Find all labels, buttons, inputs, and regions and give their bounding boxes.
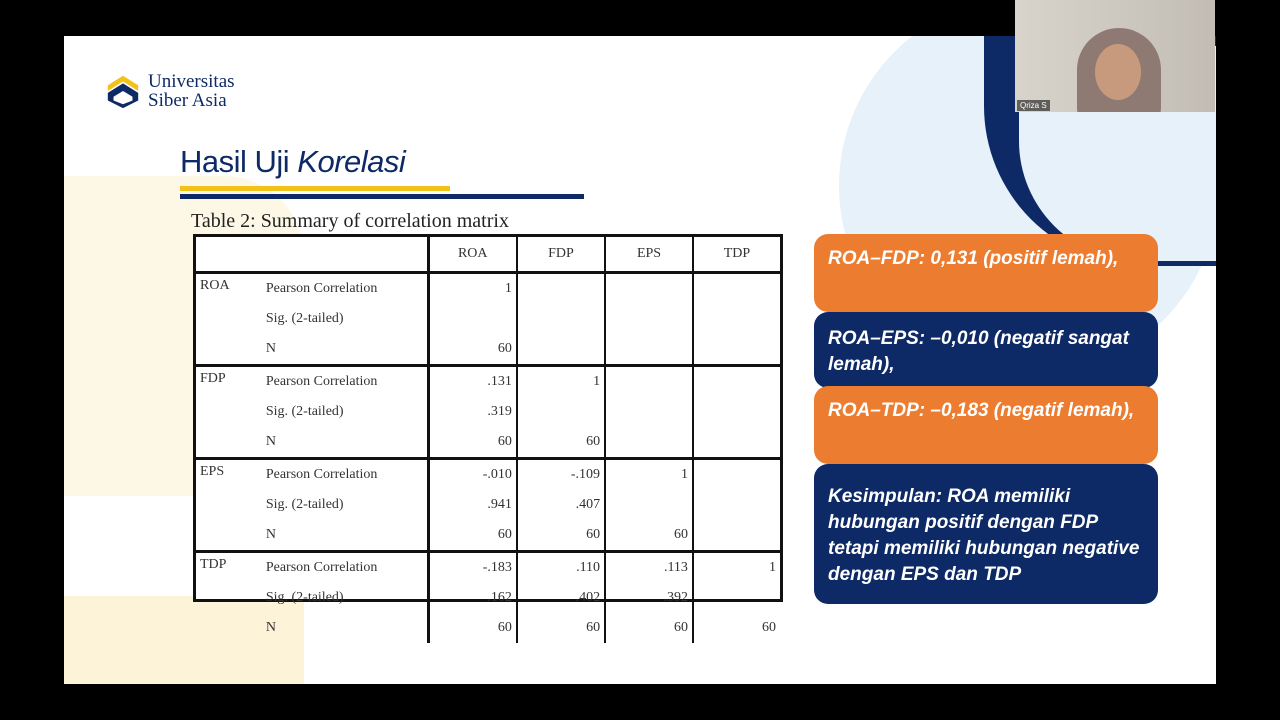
variable-name-cell (196, 490, 262, 520)
statistic-label-cell: N (262, 427, 428, 459)
value-cell (517, 273, 605, 305)
table-caption: Table 2: Summary of correlation matrix (191, 210, 509, 232)
presentation-slide (64, 36, 1216, 684)
table-row (196, 427, 780, 459)
value-cell: .407 (517, 490, 605, 520)
value-cell (693, 304, 780, 334)
value-cell (605, 490, 693, 520)
value-cell (605, 427, 693, 459)
variable-name-cell (196, 304, 262, 334)
title-underline-navy (180, 194, 584, 199)
callout-conclusion: Kesimpulan: ROA memiliki hubungan positif dengan FDP tetapi memiliki hubungan negative dengan EPS dan TDP (814, 464, 1158, 604)
logo-line-2: Siber Asia (148, 90, 227, 111)
title-underline-yellow (180, 186, 450, 191)
value-cell: .392 (605, 583, 693, 613)
table-row (196, 366, 780, 398)
value-cell (693, 273, 780, 305)
value-cell: 60 (605, 520, 693, 552)
value-cell: -.010 (428, 459, 517, 491)
slide-title (180, 144, 405, 180)
statistic-label-cell: Pearson Correlation (265, 281, 378, 296)
value-cell: 1 (517, 366, 605, 398)
statistic-label-cell: Sig. (2-tailed) (265, 311, 344, 326)
value-cell (693, 520, 780, 552)
statistic-label-cell: N (265, 620, 276, 635)
table-row (196, 459, 780, 491)
value-cell (605, 366, 693, 398)
statistic-label-cell: Sig. (2-tailed) (265, 404, 344, 419)
value-cell: 60 (428, 520, 517, 552)
table-row (196, 583, 780, 613)
value-cell: 60 (517, 520, 605, 552)
table-row (196, 397, 780, 427)
university-logo (104, 72, 235, 110)
logo-line-1: Universitas (148, 71, 235, 92)
value-cell: -.109 (517, 459, 605, 491)
table-row (196, 552, 780, 584)
value-cell (517, 397, 605, 427)
value-cell: 1 (605, 459, 693, 491)
value-cell (605, 334, 693, 366)
value-cell (517, 304, 605, 334)
table-row (196, 520, 780, 552)
table-row (196, 334, 780, 366)
statistic-label-cell: Sig. (2-tailed) (265, 590, 344, 605)
value-cell: 60 (517, 427, 605, 459)
webcam-person-face (1095, 44, 1141, 100)
variable-name-cell: ROA (200, 278, 230, 293)
value-cell: 60 (693, 613, 780, 643)
slide-title-italic: Korelasi (297, 144, 406, 179)
value-cell: 60 (428, 613, 517, 643)
value-cell: -.183 (428, 552, 517, 584)
value-cell: 1 (428, 273, 517, 305)
value-cell: .941 (428, 490, 517, 520)
value-cell: 60 (605, 613, 693, 643)
value-cell: 1 (693, 552, 780, 584)
variable-name-cell (196, 613, 262, 643)
variable-name-cell (196, 334, 262, 366)
header-empty-name (196, 237, 262, 273)
statistic-label-cell: N (262, 520, 428, 552)
value-cell (605, 397, 693, 427)
value-cell (517, 334, 605, 366)
table-row (196, 613, 780, 643)
column-header: TDP (693, 237, 780, 273)
column-header: EPS (605, 237, 693, 273)
value-cell (693, 459, 780, 491)
statistic-label-cell: Pearson Correlation (265, 560, 378, 575)
variable-name-cell (196, 427, 262, 459)
callout-roa-fdp: ROA–FDP: 0,131 (positif lemah), (814, 234, 1158, 312)
variable-name-cell (196, 520, 262, 552)
value-cell (605, 304, 693, 334)
callout-roa-tdp: ROA–TDP: –0,183 (negatif lemah), (814, 386, 1158, 464)
value-cell (693, 427, 780, 459)
table-row (196, 304, 780, 334)
header-empty-stat (262, 237, 428, 273)
value-cell: 60 (517, 613, 605, 643)
value-cell: 60 (428, 427, 517, 459)
value-cell: .110 (517, 552, 605, 584)
statistic-label-cell: N (262, 334, 428, 366)
value-cell: .319 (428, 397, 517, 427)
value-cell: .131 (428, 366, 517, 398)
table-row (196, 490, 780, 520)
value-cell: .402 (517, 583, 605, 613)
statistic-label-cell: Sig. (2-tailed) (265, 497, 344, 512)
correlation-table (193, 234, 783, 635)
value-cell (605, 273, 693, 305)
column-header: FDP (517, 237, 605, 273)
column-header: ROA (428, 237, 517, 273)
value-cell (428, 304, 517, 334)
webcam-thumbnail[interactable] (1015, 0, 1215, 112)
table-header-row (196, 237, 780, 273)
logo-icon (104, 72, 142, 110)
value-cell (693, 334, 780, 366)
value-cell (693, 397, 780, 427)
value-cell: .162 (428, 583, 517, 613)
participant-name-label: Qriza S (1017, 100, 1050, 111)
value-cell (693, 366, 780, 398)
variable-name-cell: TDP (200, 557, 227, 572)
variable-name-cell: EPS (200, 464, 225, 479)
value-cell: 60 (428, 334, 517, 366)
variable-name-cell (196, 583, 262, 613)
statistic-label-cell: Pearson Correlation (265, 374, 378, 389)
callout-roa-eps: ROA–EPS: –0,010 (negatif sangat lemah), (814, 312, 1158, 388)
variable-name-cell (196, 397, 262, 427)
value-cell (693, 583, 780, 613)
value-cell (693, 490, 780, 520)
table-row (196, 273, 780, 305)
variable-name-cell: FDP (200, 371, 226, 386)
slide-title-plain: Hasil Uji (180, 144, 298, 179)
statistic-label-cell: Pearson Correlation (265, 467, 378, 482)
value-cell: .113 (605, 552, 693, 584)
